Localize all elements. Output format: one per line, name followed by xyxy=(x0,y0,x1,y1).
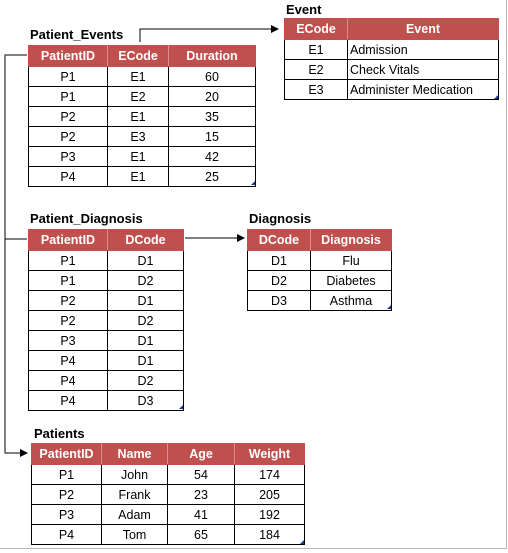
table-cell: E3 xyxy=(285,80,348,100)
table-cell: P2 xyxy=(29,291,108,311)
column-header: DCode xyxy=(108,230,184,251)
table-row xyxy=(29,251,184,271)
column-header: Event xyxy=(348,19,499,40)
table-cell: P3 xyxy=(32,505,102,525)
table-cell: Tom xyxy=(102,525,168,545)
column-header: PatientID xyxy=(32,444,102,465)
table-cell: P1 xyxy=(32,465,102,485)
table-cell: 15 xyxy=(169,127,256,147)
table-row xyxy=(285,80,499,100)
table-cell: P3 xyxy=(29,147,108,167)
table-row xyxy=(29,107,256,127)
table-cell: P4 xyxy=(29,351,108,371)
table-cell: E1 xyxy=(108,67,169,87)
table-cell: D2 xyxy=(108,271,184,291)
table-cell: 184 xyxy=(235,525,305,545)
table-cell: E3 xyxy=(108,127,169,147)
patient-events-title: Patient_Events xyxy=(30,27,124,42)
event-table xyxy=(284,18,499,100)
table-row xyxy=(29,271,184,291)
table-cell: P1 xyxy=(29,87,108,107)
table-cell: E2 xyxy=(108,87,169,107)
table-cell: 54 xyxy=(168,465,235,485)
table-cell: Adam xyxy=(102,505,168,525)
table-row xyxy=(29,167,256,187)
table-row xyxy=(32,485,305,505)
resize-corner-icon[interactable] xyxy=(251,181,255,185)
table-cell: P2 xyxy=(32,485,102,505)
table-row xyxy=(29,291,184,311)
table-cell: P4 xyxy=(29,391,108,411)
table-row xyxy=(29,391,184,411)
table-row xyxy=(32,505,305,525)
table-cell: P1 xyxy=(29,67,108,87)
table-cell: D3 xyxy=(248,291,311,311)
table-row xyxy=(29,351,184,371)
table-cell: D1 xyxy=(248,251,311,271)
arrow-events-to-event xyxy=(140,29,278,42)
patient-diagnosis-table xyxy=(28,229,184,411)
table-row xyxy=(285,60,499,80)
table-cell: D3 xyxy=(108,391,184,411)
table-cell: Flu xyxy=(311,251,392,271)
table-cell: 23 xyxy=(168,485,235,505)
table-cell: P3 xyxy=(29,331,108,351)
table-cell: Check Vitals xyxy=(348,60,499,80)
diagnosis-table xyxy=(247,229,392,311)
table-cell: 60 xyxy=(169,67,256,87)
table-cell: E1 xyxy=(108,107,169,127)
resize-corner-icon[interactable] xyxy=(387,305,391,309)
table-cell: E1 xyxy=(285,40,348,60)
patient-diagnosis-header-row xyxy=(29,230,184,251)
table-cell: Admission xyxy=(348,40,499,60)
table-cell: 174 xyxy=(235,465,305,485)
table-row xyxy=(29,331,184,351)
table-cell: 65 xyxy=(168,525,235,545)
table-cell: 20 xyxy=(169,87,256,107)
column-header: DCode xyxy=(248,230,311,251)
event-title: Event xyxy=(286,2,322,17)
table-cell: D2 xyxy=(108,371,184,391)
table-row xyxy=(29,147,256,167)
resize-corner-icon[interactable] xyxy=(300,540,304,544)
table-cell: 41 xyxy=(168,505,235,525)
table-cell: P1 xyxy=(29,251,108,271)
table-cell: D1 xyxy=(108,251,184,271)
table-cell: D1 xyxy=(108,331,184,351)
table-cell: D1 xyxy=(108,351,184,371)
table-cell: 205 xyxy=(235,485,305,505)
column-header: Name xyxy=(102,444,168,465)
patient-diagnosis-title: Patient_Diagnosis xyxy=(30,211,143,226)
table-cell: P2 xyxy=(29,311,108,331)
column-header: PatientID xyxy=(29,230,108,251)
diagnosis-title: Diagnosis xyxy=(249,211,312,226)
spine-events-to-patients xyxy=(5,55,27,453)
table-cell: 25 xyxy=(169,167,256,187)
table-cell: 42 xyxy=(169,147,256,167)
table-cell: E2 xyxy=(285,60,348,80)
table-cell: P2 xyxy=(29,107,108,127)
patients-header-row xyxy=(32,444,305,465)
resize-corner-icon[interactable] xyxy=(494,95,498,99)
table-cell: Asthma xyxy=(311,291,392,311)
patients-title: Patients xyxy=(34,426,85,441)
table-cell: D1 xyxy=(108,291,184,311)
table-cell: 35 xyxy=(169,107,256,127)
table-row xyxy=(248,271,392,291)
table-row xyxy=(29,87,256,107)
table-cell: E1 xyxy=(108,147,169,167)
table-cell: 192 xyxy=(235,505,305,525)
table-cell: P4 xyxy=(29,371,108,391)
table-row xyxy=(248,251,392,271)
resize-corner-icon[interactable] xyxy=(179,405,183,409)
column-header: PatientID xyxy=(29,46,108,67)
table-cell: P4 xyxy=(29,167,108,187)
table-cell: P2 xyxy=(29,127,108,147)
table-cell: D2 xyxy=(248,271,311,291)
table-row xyxy=(32,465,305,485)
column-header: Weight xyxy=(235,444,305,465)
table-row xyxy=(285,40,499,60)
table-cell: Frank xyxy=(102,485,168,505)
patients-table xyxy=(31,443,305,545)
patient-events-table xyxy=(28,45,256,187)
diagnosis-header-row xyxy=(248,230,392,251)
table-cell: John xyxy=(102,465,168,485)
table-cell: Diabetes xyxy=(311,271,392,291)
column-header: Duration xyxy=(169,46,256,67)
event-header-row xyxy=(285,19,499,40)
table-cell: D2 xyxy=(108,311,184,331)
column-header: ECode xyxy=(108,46,169,67)
column-header: ECode xyxy=(285,19,348,40)
table-cell: E1 xyxy=(108,167,169,187)
column-header: Diagnosis xyxy=(311,230,392,251)
table-row xyxy=(29,67,256,87)
table-cell: P4 xyxy=(32,525,102,545)
table-row xyxy=(248,291,392,311)
table-cell: Administer Medication xyxy=(348,80,499,100)
table-row xyxy=(32,525,305,545)
table-row xyxy=(29,311,184,331)
column-header: Age xyxy=(168,444,235,465)
patient-events-header-row xyxy=(29,46,256,67)
table-cell: P1 xyxy=(29,271,108,291)
table-row xyxy=(29,371,184,391)
table-row xyxy=(29,127,256,147)
